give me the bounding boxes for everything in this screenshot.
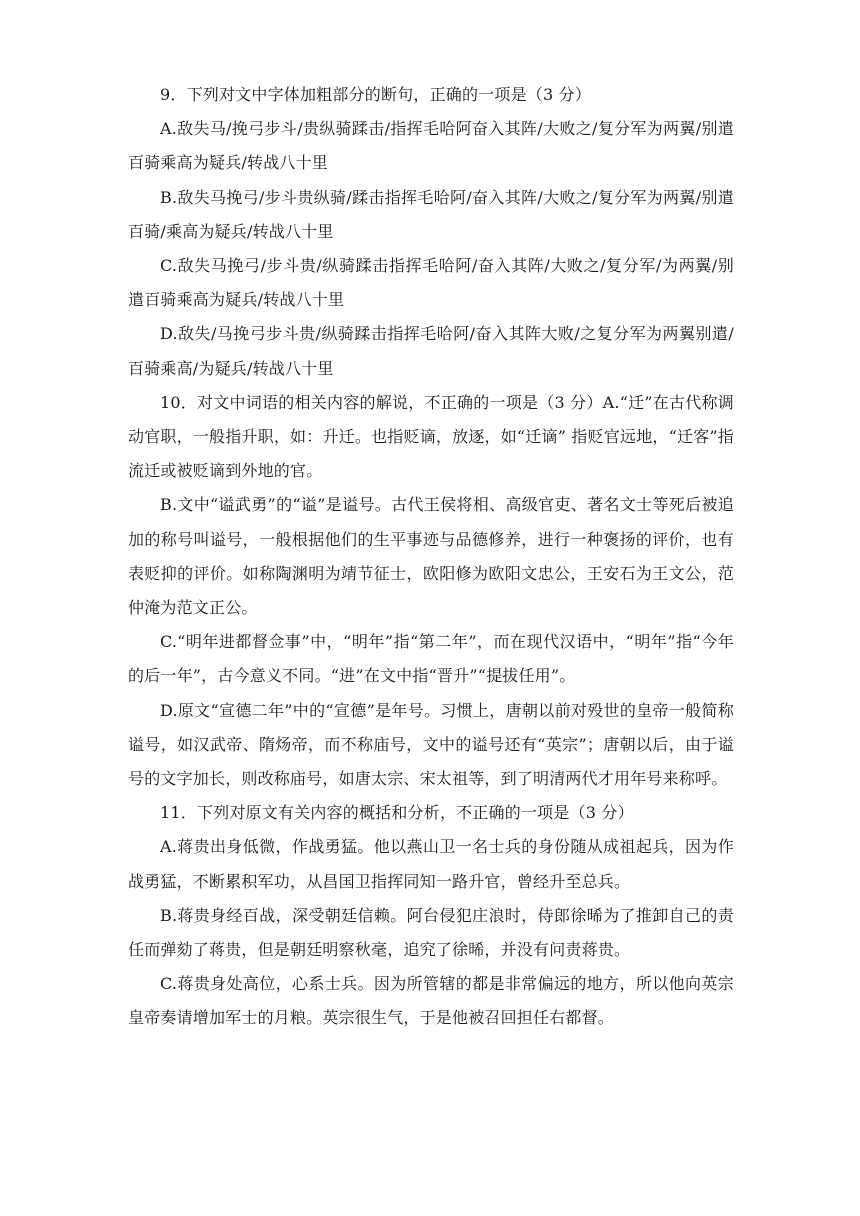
document-body <box>128 78 734 1036</box>
question-11-option-a: A.蒋贵出身低微，作战勇猛。他以燕山卫一名士兵的身份随从成祖起兵，因为作战勇猛，不断累积军功，从昌国卫指挥同知一路升官，曾经升至总兵。 <box>128 837 734 891</box>
question-9-stem: 9．下列对文中字体加粗部分的断句，正确的一项是（3 分） <box>160 85 592 104</box>
question-9-option-d: D.敌失/马挽弓步斗贵/纵骑蹂击指挥毛哈阿/奋入其阵大败/之复分军为两翼别遣/百骑乘高/为疑兵/转战八十里 <box>128 324 734 378</box>
question-11-stem: 11．下列对原文有关内容的概括和分析，不正确的一项是（3 分） <box>160 803 634 823</box>
question-9-option-a: A.敌失马/挽弓步斗/贵纵骑蹂击/指挥毛哈阿奋入其阵/大败之/复分军为两翼/别遣百骑乘高为疑兵/转战八十里 <box>128 119 734 173</box>
question-9-option-b: B.敌失马挽弓/步斗贵纵骑/蹂击指挥毛哈阿/奋入其阵/大败之/复分军为两翼/别遣百骑/乘高为疑兵/转战八十里 <box>128 187 734 241</box>
question-9-option-c: C.敌失马挽弓/步斗贵/纵骑蹂击指挥毛哈阿/奋入其阵/大败之/复分军/为两翼/别遣百骑乘高为疑兵/转战八十里 <box>128 256 734 310</box>
question-10-option-b: B.文中“谥武勇”的“谥”是谥号。古代王侯将相、高级官吏、著名文士等死后被追加的称号叫谥号，一般根据他们的生平事迹与品德修养，进行一种褒扬的评价，也有表贬抑的评价。如称陶渊明为靖节征士，欧阳修为欧阳文忠公，王安石为王文公，范仲淹为范文正公。 <box>128 495 734 618</box>
question-11-option-b: B.蒋贵身经百战，深受朝廷信赖。阿台侵犯庄浪时，侍郎徐晞为了推卸自己的责任而弹劾了蒋贵，但是朝廷明察秋毫，追究了徐晞，并没有问责蒋贵。 <box>128 905 734 960</box>
question-10-option-c: C.“明年进都督佥事”中，“明年”指“第二年”，而在现代汉语中，“明年”指“今年的后一年”，古今意义不同。“进”在文中指“晋升”“提拔任用”。 <box>128 632 734 686</box>
question-10-stem-and-option-a: 10．对文中词语的相关内容的解说，不正确的一项是（3 分）A.“迁”在古代称调动官职，一般指升职，如：升迁。也指贬谪，放逐，如“迁谪” 指贬官远地，“迁客”指流迁或被贬谪到外地的官。 <box>128 392 734 481</box>
question-11-option-c: C.蒋贵身处高位，心系士兵。因为所管辖的都是非常偏远的地方，所以他向英宗皇帝奏请增加军士的月粮。英宗很生气，于是他被召回担任右都督。 <box>128 974 734 1028</box>
question-10-option-d: D.原文“宣德二年”中的“宣德”是年号。习惯上，唐朝以前对殁世的皇帝一般简称谥号，如汉武帝、隋炀帝，而不称庙号，文中的谥号还有“英宗”；唐朝以后，由于谥号的文字加长，则改称庙号，如唐太宗、宋太祖等，到了明清两代才用年号来称呼。 <box>128 700 734 789</box>
